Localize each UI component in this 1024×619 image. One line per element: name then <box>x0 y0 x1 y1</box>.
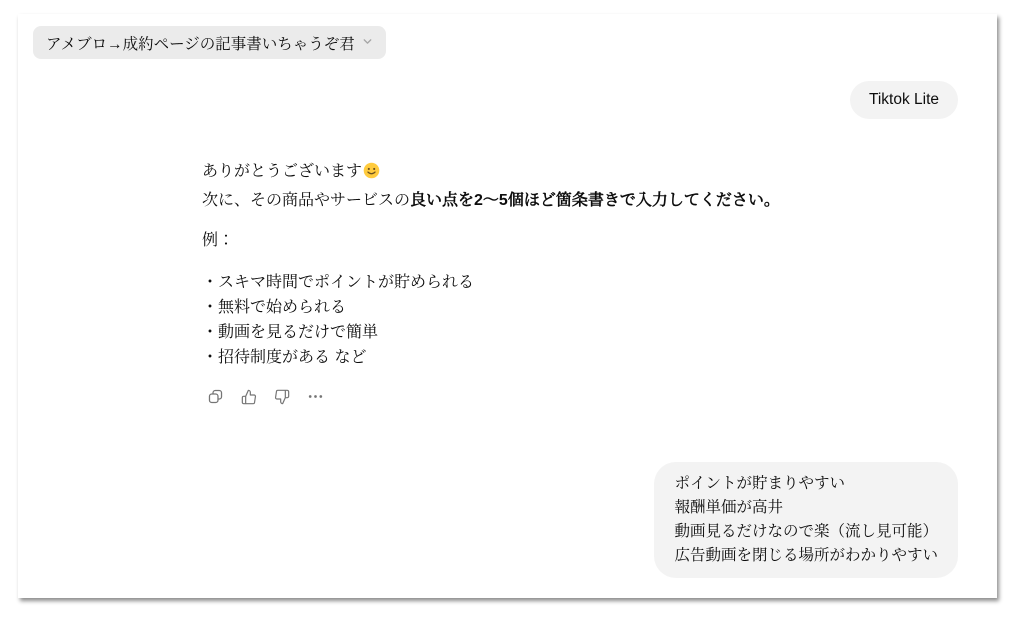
gpt-title-dropdown[interactable] <box>33 26 386 59</box>
more-actions-button[interactable] <box>306 387 325 409</box>
assistant-message <box>202 159 862 409</box>
chat-window <box>18 14 997 598</box>
bullet-item: ・招待制度がある など <box>202 349 367 366</box>
message-actions-row <box>202 387 862 409</box>
user-message-line: ポイントが貯まりやすい <box>674 475 845 492</box>
bullet-item: ・スキマ時間でポイントが貯められる <box>202 274 475 291</box>
bullet-item: ・動画を見るだけで簡単 <box>202 324 379 341</box>
user-message-text: Tiktok Lite <box>868 91 939 108</box>
thumbs-up-button[interactable] <box>240 388 258 409</box>
example-label: 例： <box>202 232 235 249</box>
thumbs-up-icon <box>241 389 257 408</box>
user-message-line: 報酬単価が高井 <box>674 499 783 516</box>
bullet-item: ・無料で始められる <box>202 299 347 316</box>
example-bullet-list <box>202 270 862 370</box>
assistant-greeting-line <box>202 159 862 188</box>
thumbs-down-icon <box>274 389 290 408</box>
gpt-title-label: アメブロ→成約ページの記事書いちゃうぞ君 <box>46 35 355 53</box>
ellipsis-icon <box>307 388 324 408</box>
user-message-line: 広告動画を閉じる場所がわかりやすい <box>674 547 938 564</box>
copy-icon <box>207 388 224 408</box>
smiling-face-emoji-icon <box>363 162 380 188</box>
thumbs-down-button[interactable] <box>273 388 291 409</box>
user-message-line: 動画見るだけなので楽（流し見可能） <box>674 523 938 540</box>
chevron-down-icon <box>361 35 374 53</box>
instruction-normal-text: 次に、その商品やサービスの <box>202 192 411 209</box>
user-message-bubble <box>654 462 958 578</box>
instruction-bold-text: 良い点を2〜5個ほど箇条書きで入力してください。 <box>410 192 780 209</box>
copy-button[interactable] <box>206 387 225 409</box>
assistant-instruction-line <box>202 188 862 214</box>
assistant-greeting-text: ありがとうございます <box>202 163 363 180</box>
user-message-bubble <box>850 81 958 119</box>
